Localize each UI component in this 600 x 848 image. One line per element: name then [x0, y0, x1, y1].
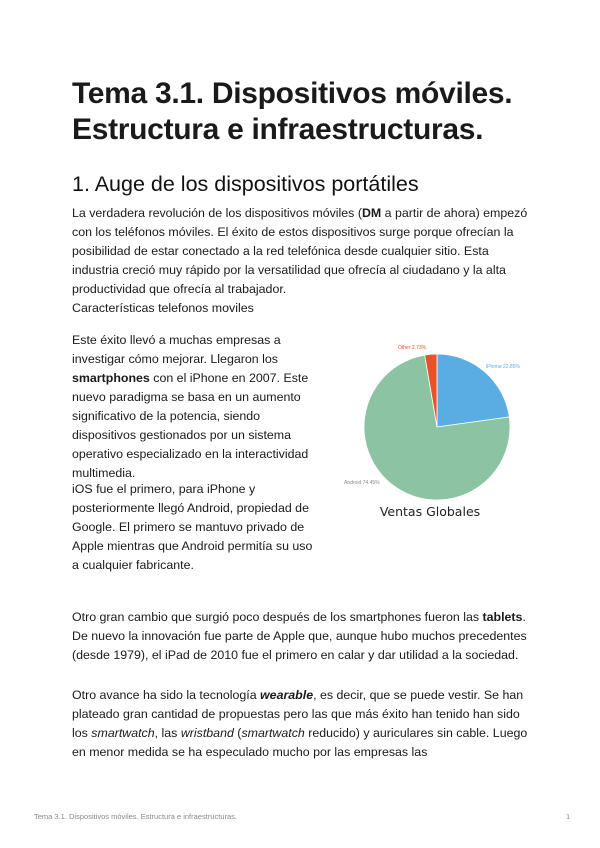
- page-title: Tema 3.1. Dispositivos móviles. Estructura e infraestructuras.: [72, 77, 513, 146]
- characteristics-label: Características telefonos moviles: [72, 301, 254, 315]
- footer-title: Tema 3.1. Dispositivos móviles. Estructura e infraestructuras.: [34, 812, 237, 821]
- pie-label-iphone: iPhone 22.85%: [486, 364, 520, 370]
- section-heading: 1. Auge de los dispositivos portátiles: [72, 172, 419, 196]
- ios-paragraph: iOS fue el primero, para iPhone y posteriormente llegó Android, propiedad de Google. El primero se mantuvo privado de Apple mientras que Android permitía su uso a cualquier fabricante.: [72, 482, 313, 572]
- smartphones-paragraph: Este éxito llevó a muchas empresas a investigar cómo mejorar. Llegaron los smartphones con el iPhone en 2007. Este nuevo paradigma se basa en un aumento significativo de la potencia, siendo dispositivos gestionados por un sistema operativo especializado en la interactividad multimedia.: [72, 333, 309, 480]
- wearable-paragraph: Otro avance ha sido la tecnología wearable, es decir, que se puede vestir. Se han plateado gran cantidad de propuestas pero las que más éxito han tenido han sido los smartwatch, las wristband (smartwatch reducido) y auriculares sin cable. Luego en menor medida se ha especulado mucho por las empresas las: [72, 688, 528, 759]
- pie-label-other: Other 2.73%: [398, 345, 427, 351]
- intro-paragraph: La verdadera revolución de los dispositivos móviles (DM a partir de ahora) empezó con los teléfonos móviles. El éxito de estos dispositivos surge porque ofrecían la posibilidad de estar conectado a la red telefónica desde cualquier sitio. Esta industria creció muy rápido por la versatilidad que ofrecía al ciudadano y la alta productividad que ofrecía al trabajador.: [72, 206, 528, 296]
- page-number: 1: [566, 812, 571, 821]
- pie-label-android: Android 74.45%: [344, 480, 380, 486]
- chart-title: Ventas Globales: [379, 504, 481, 519]
- sales-pie-chart: [340, 334, 520, 504]
- tablets-paragraph: Otro gran cambio que surgió poco después de los smartphones fueron las tablets. De nuevo la innovación fue parte de Apple que, aunque hubo muchos precedentes (desde 1979), el iPad de 2010 fue el primero en calar y dar utilidad a la sociedad.: [72, 610, 527, 662]
